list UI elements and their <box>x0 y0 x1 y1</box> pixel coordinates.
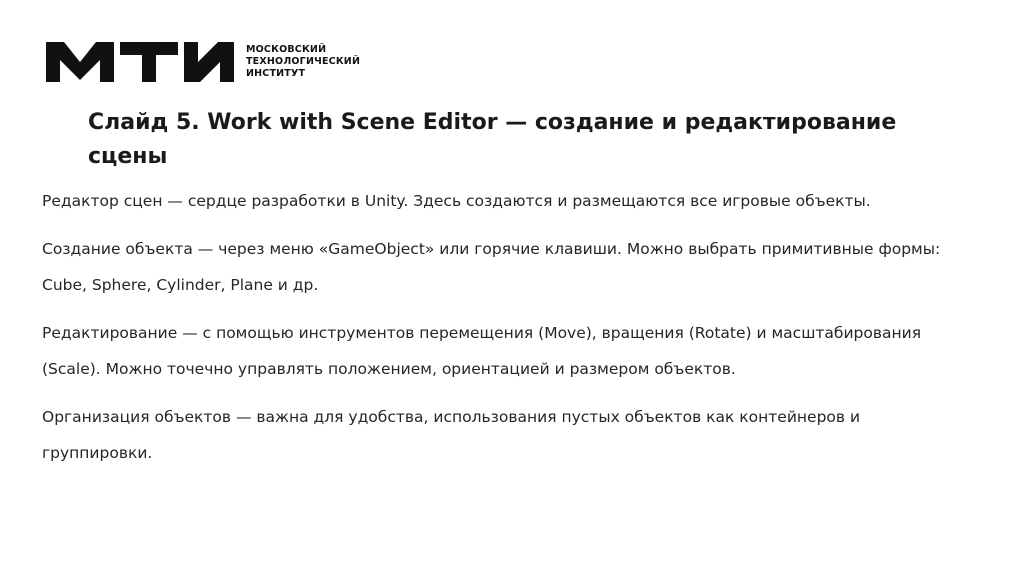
paragraph-object-creation: Создание объекта — через меню «GameObject» или горячие клавиши. Можно выбрать примитивные формы: Cube, Sphere, Cylinder, Plane и др. <box>42 240 941 294</box>
mti-logo-mark <box>46 42 234 82</box>
slide-body <box>42 183 942 483</box>
institute-name-line-1: МОСКОВСКИЙ <box>246 44 327 55</box>
paragraph-organization: Организация объектов — важна для удобства, использования пустых объектов как контейнеров и группировки. <box>42 408 861 462</box>
institute-name-line-3: ИНСТИТУТ <box>246 68 306 79</box>
institute-name-line-2: ТЕХНОЛОГИЧЕСКИЙ <box>246 56 361 67</box>
mti-logo <box>46 40 360 84</box>
paragraph-scene-editor: Редактор сцен — сердце разработки в Unity. Здесь создаются и размещаются все игровые объекты. <box>42 192 871 210</box>
slide-title: Слайд 5. Work with Scene Editor — создание и редактирование сцены <box>88 110 897 169</box>
paragraph-editing: Редактирование — с помощью инструментов перемещения (Move), вращения (Rotate) и масштабирования (Scale). Можно точечно управлять положением, ориентацией и размером объектов. <box>42 324 922 378</box>
institute-name <box>246 44 360 80</box>
